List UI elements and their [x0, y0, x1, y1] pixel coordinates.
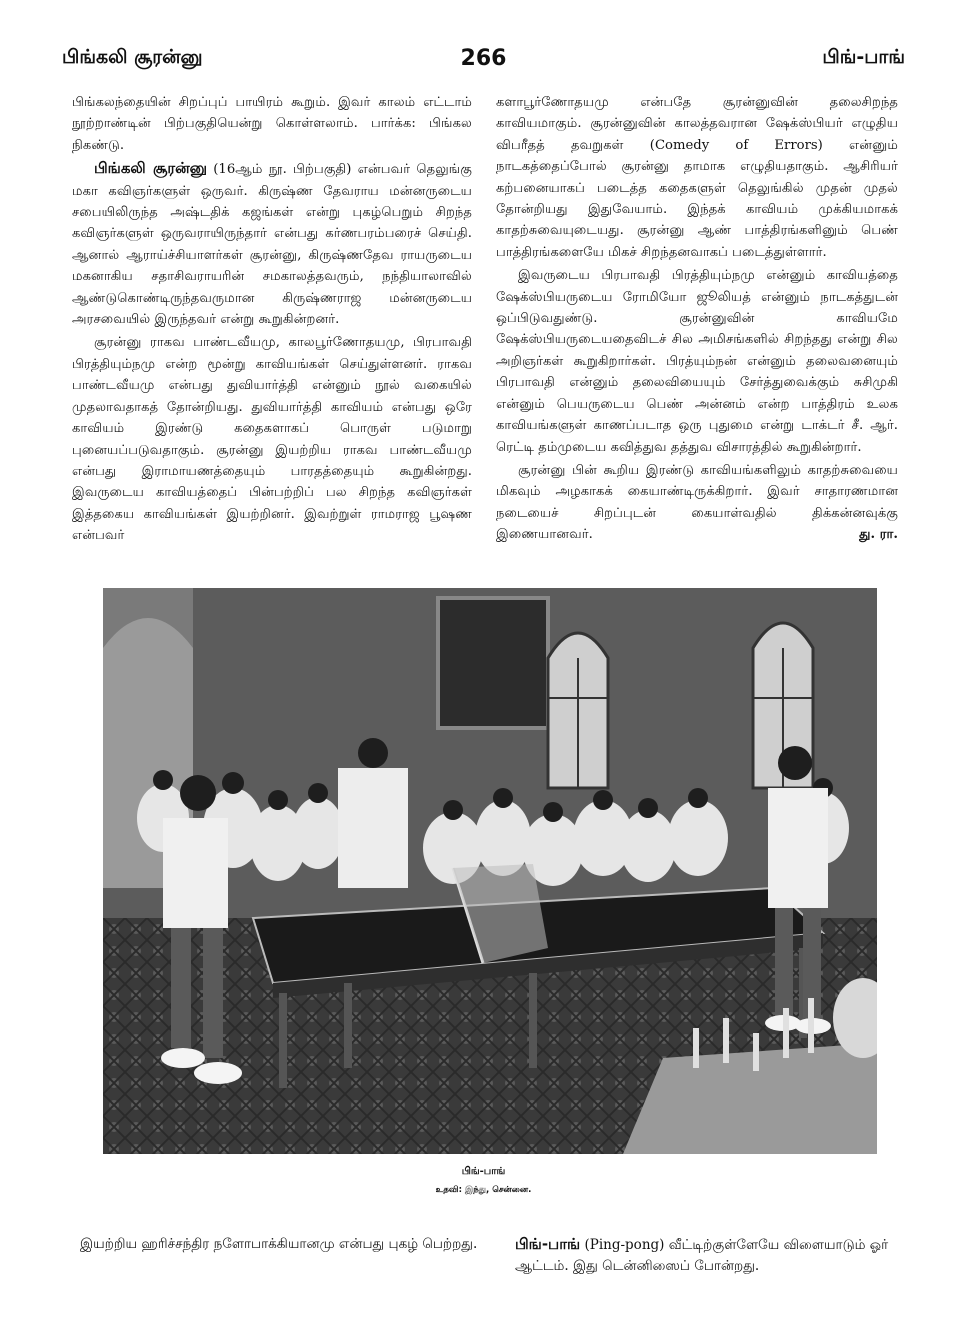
- right-paragraph-1: களாபூர்ணோதயமு என்பதே சூரன்னுவின் தலைசிறந்த காவியமாகும். சூரன்னுவின் காலத்தவரான ஷேக்ஸ்பியர் எழுதிய விபரீதத் தவறுகள் (Comedy of Errors) என்னும் நாடகத்தைப்போல் சூரன்னு தாமாக எழுதியதாகும். ஆசிரியர் கற்பனையாகப் படைத்த கதைகளுள் தெலுங்கில் முதன் முதல் தோன்றியது இதுவேயாம். இந்தக் காவியம் முக்கியமாகக் காதற்சுவையுடையது. சூரன்னு ஆண் பாத்திரங்களினும் பெண் பாத்திரங்களையே மிகச் சிறந்தனவாகப் படைத்துள்ளார்.: [496, 95, 898, 260]
- photo-credit: உதவி: இந்து, சென்னை.: [435, 1185, 532, 1195]
- right-paragraph-3: [496, 460, 898, 546]
- left-column: [72, 92, 472, 549]
- entry-ping-pong: [515, 1234, 905, 1277]
- photo-caption: பிங்-பாங்: [461, 1166, 506, 1177]
- page-number: 266: [460, 46, 507, 71]
- photo-illustration: [103, 588, 877, 1154]
- author-signature: து. ரா.: [859, 527, 898, 543]
- page-header: [62, 46, 905, 78]
- entry-title-suranna: பிங்கலி சூரன்னு: [94, 159, 208, 178]
- header-left-title: பிங்கலி சூரன்னு: [62, 46, 203, 68]
- entry-title-ping-pong: பிங்-பாங்: [515, 1235, 581, 1253]
- footer-right-text: (Ping-pong) வீட்டிற்குள்ளேயே விளையாடும் ஓர் ஆட்டம். இது டென்னிஸைப் போன்றது.: [515, 1237, 889, 1274]
- entry-pingali-suranna: [72, 158, 472, 330]
- header-right-title: பிங்-பாங்: [822, 46, 905, 68]
- right-paragraph-3-text: சூரன்னு பின் கூறிய இரண்டு காவியங்களிலும் காதற்சுவையை மிகவும் அழகாகக் கையாண்டிருக்கிறார். இவர் சாதாரணமான நடையைச் சிறப்புடன் கையாள்வதில் திக்கன்னவுக்கு இணையானவர்.: [496, 462, 898, 543]
- left-paragraph-1: பிங்கலந்தையின் சிறப்புப் பாயிரம் கூறும். இவர் காலம் எட்டாம் நூற்றாண்டின் பிற்பகுதியென்று கொள்ளலாம். பார்க்க: பிங்கல நிகண்டு.: [72, 95, 472, 153]
- left-paragraph-2: (16ஆம் நூ. பிற்பகுதி) என்பவர் தெலுங்கு மகா கவிஞர்களுள் ஒருவர். கிருஷ்ண தேவராய மன்னருடைய சபையிலிருந்த அஷ்டதிக் கஜங்கள் என்று புகழ்பெறும் சிறந்த கவிஞர்களுள் ஒருவராயிருந்தார் என்பது கர்ணபரம்பரைச் செய்தி. ஆனால் ஆராய்ச்சியாளர்கள் சூரன்னு, கிருஷ்ணதேவ ராயருடைய மகனாகிய சதாசிவராயரின் சமகாலத்தவரும், நந்தியாலாவில் ஆண்டுகொண்டிருந்தவருமான கிருஷ்ணராஜ மன்னருடைய அரசவையில் இருந்தவர் என்று கூறுகின்றனர்.: [72, 162, 472, 328]
- left-paragraph-3: சூரன்னு ராகவ பாண்டவீயமு, காலபூர்ணோதயமு, பிரபாவதி பிரத்தியும்நமு என்ற மூன்று காவியங்கள் செய்துள்ளனர். ராகவ பாண்டவீயமு என்பது துவியார்த்தி என்னும் நூல் வகையில் முதலாவதாகத் தோன்றியது. துவியார்த்தி காவியம் என்பது ஒரே காவியம் இரண்டு கதைகளாகப் பொருள் படுமாறு புனையப்படுவதாகும். சூரன்னு இயற்றிய ராகவ பாண்டவீயமு என்பது இராமாயணத்தையும் பாரதத்தையும் கூறுகின்றது. இவருடைய காவியத்தைப் பின்பற்றிப் பல சிறந்த கவிஞர்கள் இத்தகைய காவியங்கள் இயற்றினர். இவற்றுள் ராமராஜ பூஷண என்பவர்: [72, 335, 472, 544]
- right-paragraph-2: இவருடைய பிரபாவதி பிரத்தியும்நமு என்னும் காவியத்தை ஷேக்ஸ்பியருடைய ரோமியோ ஜூலியத் என்னும் நாடகத்துடன் ஒப்பிடுவதுண்டு. சூரன்னுவின் காவியமே ஷேக்ஸ்பியருடையதைவிடச் சில அமிசங்களில் சிறந்தது என்று சில அறிஞர்கள் கூறுகிறார்கள். பிரத்யும்நன் என்னும் தலைவனையும் பிரபாவதி என்னும் தலைவியையும் சேர்த்துவைக்கும் சுசிமுகி என்னும் பெயருடைய பெண் அன்னம் என்ற பாத்திரம் உலக காவியங்களுள் காணப்படாத ஒரு புதுமை என்று டாக்டர் சீ. ஆர். ரெட்டி தம்முடைய கவித்துவ தத்துவ விசாரத்தில் கூறுகின்றார்.: [496, 268, 898, 455]
- right-column: [496, 92, 898, 548]
- footer-left-text: இயற்றிய ஹரிச்சந்திர நளோபாக்கியானமு என்பது புகழ் பெற்றது.: [80, 1236, 478, 1252]
- ping-pong-photo: [103, 588, 877, 1154]
